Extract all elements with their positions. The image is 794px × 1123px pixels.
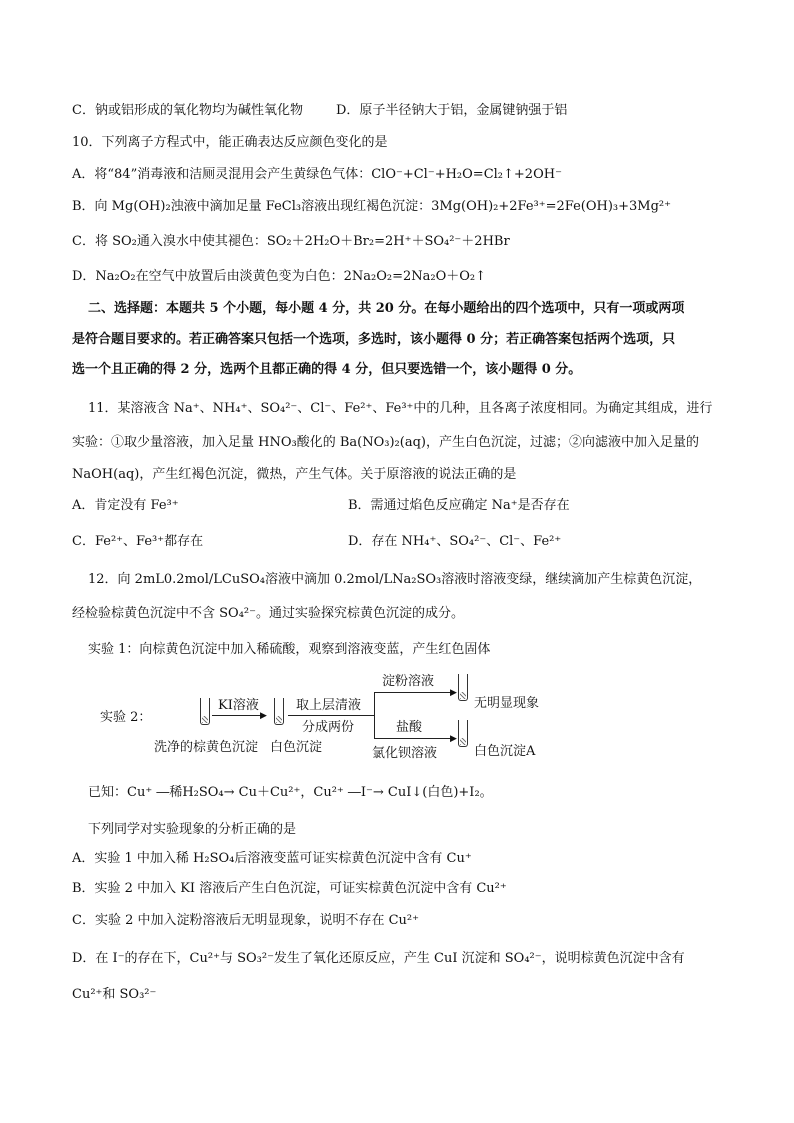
q12-option-c: C．实验 2 中加入淀粉溶液后无明显现象，说明不存在 Cu²⁺ [72,913,420,928]
take-supernatant-label: 取上层清液 [296,698,362,713]
q12-option-b: B．实验 2 中加入 KI 溶液后产生白色沉淀，可证实棕黄色沉淀中含有 Cu²⁺ [72,881,507,896]
q10-option-b: B．向 Mg(OH)₂浊液中滴加足量 FeCl₃溶液出现红褐色沉淀：3Mg(OH)₂+2Fe³⁺=2Fe(OH)₃+3Mg²⁺ [72,199,671,214]
q9-option-d: D．原子半径钠大于铝，金属键钠强于铝 [336,103,568,118]
section2-instructions-3: 选一个且正确的得 2 分，选两个且都正确的得 4 分，但只要选错一个，该小题得 0 分。 [72,362,582,377]
q11-stem-2: 实验：①取少量溶液，加入足量 HNO₃酸化的 Ba(NO₃)₂(aq)，产生白色沉淀，过滤；②向滤液中加入足量的 [72,435,699,450]
known-reactions: 已知：Cu⁺ ―稀H₂SO₄→ Cu＋Cu²⁺，Cu²⁺ ―I⁻→ CuI↓(白色)+I₂。 [88,785,493,800]
q12-option-a: A．实验 1 中加入稀 H₂SO₄后溶液变蓝可证实棕黄色沉淀中含有 Cu⁺ [72,851,472,866]
q11-option-a: A．肯定没有 Fe³⁺ [72,498,179,513]
ki-solution-label: KI溶液 [218,698,259,713]
arrow-ki [212,715,264,716]
hcl-label: 盐酸 [396,720,423,735]
washed-precipitate-label: 洗净的棕黄色沉淀 [154,740,259,755]
starch-solution-label: 淀粉溶液 [382,674,435,689]
q10-option-c: C．将 SO₂通入溴水中使其褪色：SO₂＋2H₂O＋Br₂=2H⁺＋SO₄²⁻＋2HBr [72,234,510,249]
split-label: 分成两份 [302,720,355,735]
q12-option-d-2: Cu²⁺和 SO₃²⁻ [72,987,157,1002]
q12-stem-1: 12．向 2mL0.2mol/LCuSO₄溶液中滴加 0.2mol/LNa₂SO₃溶液时溶液变绿，继续滴加产生棕黄色沉淀， [88,572,702,587]
no-change-label: 无明显现象 [474,696,540,711]
q11-stem-1: 11．某溶液含 Na⁺、NH₄⁺、SO₄²⁻、Cl⁻、Fe²⁺、Fe³⁺中的几种，且各离子浓度相同。为确定其组成，进行 [88,401,713,416]
test-tube-3 [458,674,468,701]
arrow-head-icon: ▶ [260,711,267,721]
q10-stem: 10．下列离子方程式中，能正确表达反应颜色变化的是 [72,135,388,150]
test-tube-1 [200,698,210,725]
experiment-2-label: 实验 2： [100,710,152,725]
q12-stem-2: 经检验棕黄色沉淀中不含 SO₄²⁻。通过实验探究棕黄色沉淀的成分。 [72,606,464,621]
q12-question: 下列同学对实验现象的分析正确的是 [88,822,297,837]
q9-option-c: C．钠或铝形成的氧化物均为碱性氧化物 [72,103,303,118]
bacl2-label: 氯化钡溶液 [372,746,438,761]
test-tube-2 [274,698,284,725]
arrow-lower [374,738,454,739]
arrow-split [288,715,374,716]
q12-option-d-1: D．在 I⁻的存在下，Cu²⁺与 SO₃²⁻发生了氧化还原反应，产生 CuI 沉淀和 SO₄²⁻，说明棕黄色沉淀中含有 [72,951,685,966]
q11-option-c: C．Fe²⁺、Fe³⁺都存在 [72,534,204,549]
section2-instructions-2: 是符合题目要求的。若正确答案只包括一个选项，多选时，该小题得 0 分；若正确答案包括两个选项，只 [72,332,676,347]
arrow-head-icon: ▶ [450,688,457,698]
q11-option-d: D．存在 NH₄⁺、SO₄²⁻、Cl⁻、Fe²⁺ [348,534,562,549]
arrow-head-icon: ▶ [450,734,457,744]
experiment-1: 实验 1：向棕黄色沉淀中加入稀硫酸，观察到溶液变蓝，产生红色固体 [88,642,491,657]
q11-option-b: B．需通过焰色反应确定 Na⁺是否存在 [348,498,570,513]
section2-instructions-1: 二、选择题：本题共 5 个小题，每小题 4 分，共 20 分。在每小题给出的四个选项中，只有一项或两项 [88,301,685,316]
q10-option-a: A．将“84”消毒液和洁厕灵混用会产生黄绿色气体：ClO⁻+Cl⁻+H₂O=Cl₂↑+2OH⁻ [72,167,562,182]
arrow-upper [374,692,454,693]
experiment-2-diagram [96,668,576,764]
white-precipitate-label: 白色沉淀 [270,740,323,755]
white-precipitate-a-label: 白色沉淀A [474,744,536,759]
test-tube-4 [458,720,468,747]
branch-line [374,692,375,738]
q11-stem-3: NaOH(aq)，产生红褐色沉淀，微热，产生气体。关于原溶液的说法正确的是 [72,467,517,482]
q10-option-d: D．Na₂O₂在空气中放置后由淡黄色变为白色：2Na₂O₂=2Na₂O＋O₂↑ [72,269,487,284]
